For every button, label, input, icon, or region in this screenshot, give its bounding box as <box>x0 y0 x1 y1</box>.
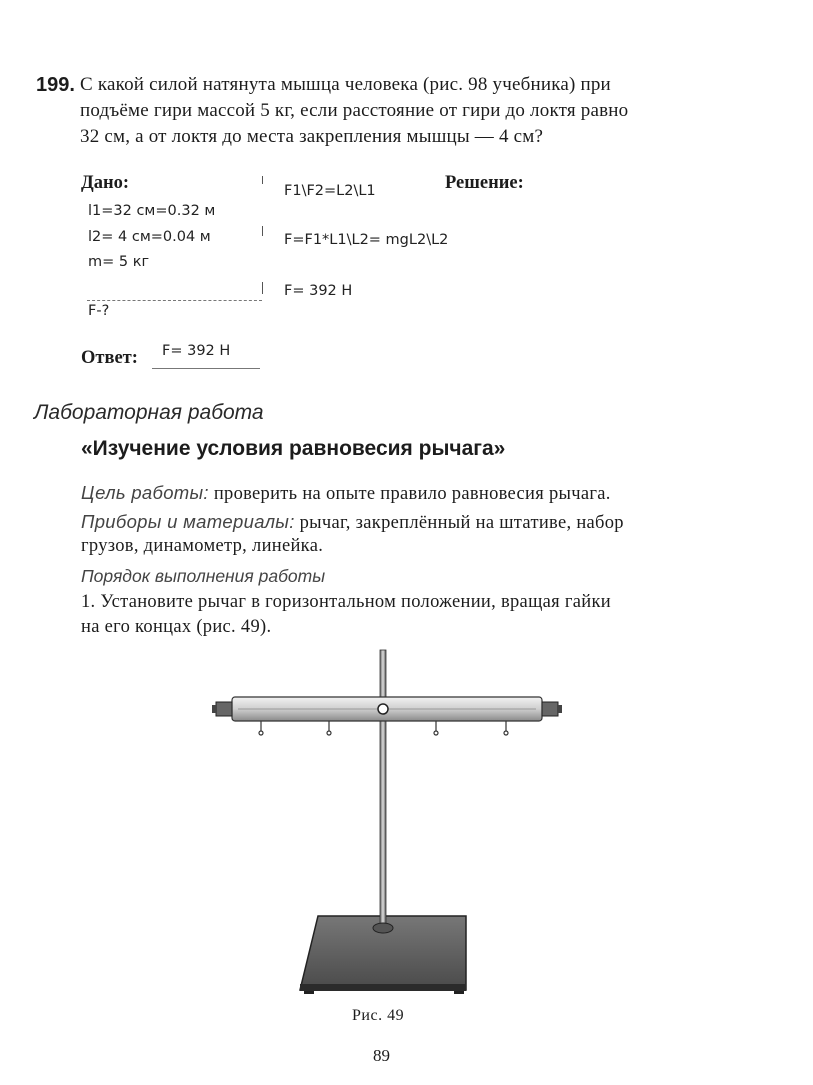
given-find: F-? <box>88 303 110 319</box>
solution-formula-1: F1\F2=L2\L1 <box>284 183 376 199</box>
lab-equipment-line-2: грузов, динамометр, линейка. <box>81 536 324 556</box>
stand-rod <box>373 650 393 933</box>
lab-equipment-line-1 <box>81 511 624 534</box>
problem-text-line-3: 32 см, а от локтя до места закрепления мышцы — 4 см? <box>80 126 544 147</box>
lever-end-nut-left <box>212 702 232 716</box>
given-item-l1: l1=32 см=0.32 м <box>88 203 216 219</box>
lever-bar <box>232 697 542 721</box>
lab-label: Лабораторная работа <box>34 401 264 424</box>
lab-goal-line <box>81 482 611 505</box>
answer-label: Ответ: <box>81 348 138 368</box>
given-item-l2: l2= 4 см=0.04 м <box>88 229 211 245</box>
given-divider-mid <box>262 226 263 236</box>
problem-text-line-2: подъёме гири массой 5 кг, если расстояние от гири до локтя равно <box>80 100 629 121</box>
lab-equipment-text-1: рычаг, закреплённый на штативе, набор <box>299 513 624 533</box>
figure-caption: Рис. 49 <box>352 1007 405 1024</box>
solution-result: F= 392 Н <box>284 283 353 299</box>
given-item-m: m= 5 кг <box>88 254 150 270</box>
lab-step1-line-2: на его концах (рис. 49). <box>81 617 272 637</box>
lab-title: «Изучение условия равновесия рычага» <box>81 437 506 460</box>
answer-underline <box>152 368 260 369</box>
lab-procedure-label: Порядок выполнения работы <box>81 566 326 586</box>
answer-value: F= 392 Н <box>162 343 231 359</box>
given-divider-bottom <box>262 282 263 294</box>
lever-stand-figure <box>200 645 570 1005</box>
lab-goal-label: Цель работы: <box>81 482 209 503</box>
given-title: Дано: <box>81 173 130 193</box>
lever-end-nut-right <box>542 702 562 716</box>
page-number: 89 <box>373 1046 390 1065</box>
solution-formula-2: F=F1*L1\L2= mgL2\L2 <box>284 232 449 248</box>
given-separator-line <box>87 300 262 301</box>
problem-number: 199. <box>36 74 75 96</box>
lab-step1-line-1: 1. Установите рычаг в горизонтальном положении, вращая гайки <box>81 592 611 612</box>
given-divider-top <box>262 176 263 184</box>
lab-goal-text: проверить на опыте правило равновесия рычага. <box>213 484 611 504</box>
lab-equipment-label: Приборы и материалы: <box>81 511 295 532</box>
problem-text-line-1: С какой силой натянута мышца человека (рис. 98 учебника) при <box>80 74 611 95</box>
solution-title: Решение: <box>445 173 524 193</box>
